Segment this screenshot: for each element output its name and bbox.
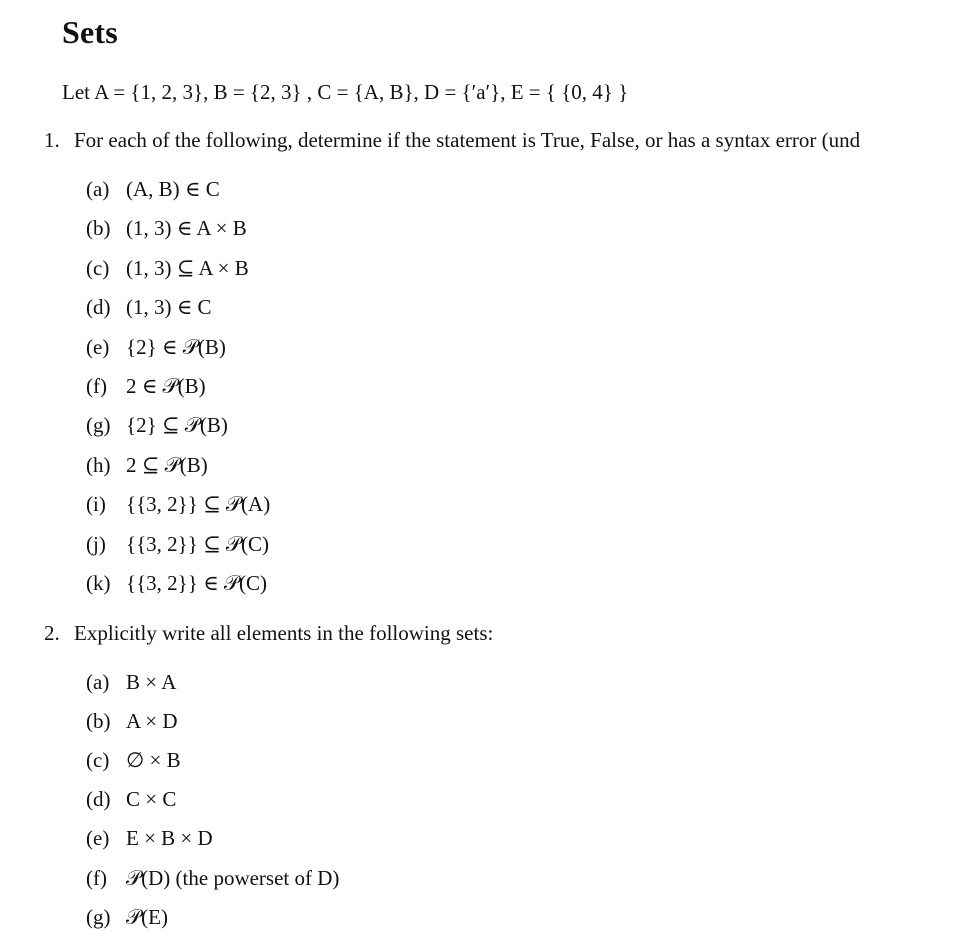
item-expression: {{3, 2}} ∈ 𝒫(C) [126, 571, 267, 595]
question-1-heading [44, 128, 860, 153]
item-label: (a) [86, 670, 110, 694]
item-expression: E × B × D [126, 826, 213, 850]
q1-item-i [86, 492, 270, 517]
q1-item-g [86, 413, 228, 438]
q2-item-d [86, 787, 176, 812]
q1-item-b [86, 216, 247, 241]
item-label: (c) [86, 256, 110, 280]
question-2-text: Explicitly write all elements in the following sets: [74, 621, 494, 645]
intro-definitions: Let A = {1, 2, 3}, B = {2, 3} , C = {A, B}, D = {′a′}, E = { {0, 4} } [62, 80, 629, 104]
question-1-number: 1. [44, 128, 60, 152]
item-label: (e) [86, 826, 110, 850]
item-expression: {{3, 2}} ⊆ 𝒫(C) [126, 532, 270, 556]
item-label: (c) [86, 748, 110, 772]
item-expression: (1, 3) ∈ A × B [126, 216, 247, 240]
item-expression: 2 ∈ 𝒫(B) [126, 374, 206, 398]
item-label: (h) [86, 453, 111, 477]
item-label: (i) [86, 492, 106, 516]
page-title: Sets [62, 14, 118, 50]
q1-item-j [86, 532, 269, 557]
item-label: (k) [86, 571, 111, 595]
q2-item-f [86, 866, 339, 891]
q1-item-e [86, 335, 226, 360]
item-expression: (1, 3) ∈ C [126, 295, 212, 319]
item-expression: 𝒫(E) [126, 905, 168, 929]
item-expression: 2 ⊆ 𝒫(B) [126, 453, 208, 477]
item-label: (e) [86, 335, 110, 359]
item-label: (d) [86, 295, 111, 319]
item-expression: A × D [126, 709, 178, 733]
question-2-number: 2. [44, 621, 60, 645]
question-2-heading [44, 621, 493, 646]
q1-item-d [86, 295, 212, 320]
item-expression: ∅ × B [126, 748, 181, 772]
item-expression: {{3, 2}} ⊆ 𝒫(A) [126, 492, 271, 516]
q2-item-c [86, 748, 181, 773]
q1-item-k [86, 571, 267, 596]
item-label: (b) [86, 709, 111, 733]
item-label: (f) [86, 374, 107, 398]
q1-item-a [86, 177, 220, 202]
item-expression: (1, 3) ⊆ A × B [126, 256, 249, 280]
item-expression: {2} ∈ 𝒫(B) [126, 335, 226, 359]
item-label: (g) [86, 413, 111, 437]
item-label: (b) [86, 216, 111, 240]
q2-item-a [86, 670, 176, 695]
item-expression: B × A [126, 670, 177, 694]
q2-item-g [86, 905, 168, 930]
item-label: (g) [86, 905, 111, 929]
item-label: (d) [86, 787, 111, 811]
q2-item-b [86, 709, 178, 734]
item-label: (j) [86, 532, 106, 556]
item-expression: {2} ⊆ 𝒫(B) [126, 413, 228, 437]
q1-item-c [86, 256, 249, 281]
q1-item-f [86, 374, 206, 399]
q1-item-h [86, 453, 208, 478]
item-label: (f) [86, 866, 107, 890]
item-label: (a) [86, 177, 110, 201]
item-expression: 𝒫(D) (the powerset of D) [126, 866, 340, 890]
item-expression: (A, B) ∈ C [126, 177, 220, 201]
question-1-text: For each of the following, determine if the statement is True, False, or has a syntax error (und [74, 128, 861, 152]
q2-item-e [86, 826, 213, 851]
item-expression: C × C [126, 787, 177, 811]
